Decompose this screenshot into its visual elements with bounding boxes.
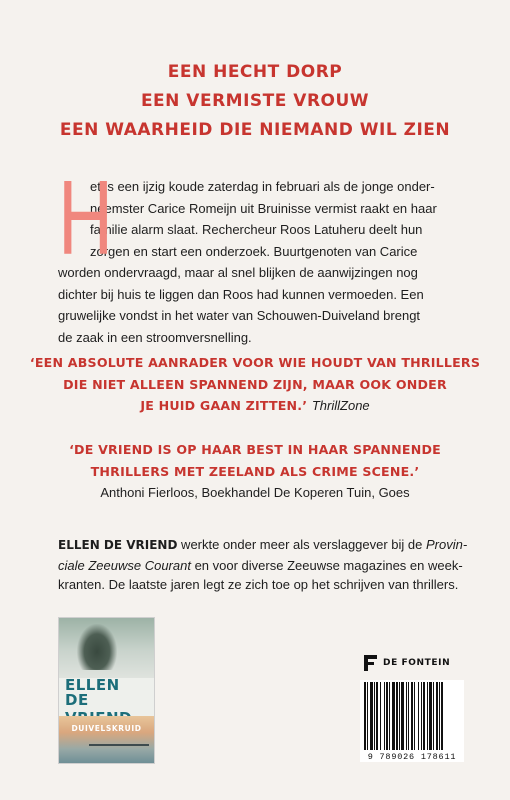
intro-line: et is een ijzig koude zaterdag in februari als de jonge onder- bbox=[90, 179, 435, 194]
barcode-bar bbox=[374, 682, 375, 750]
barcode-bar bbox=[386, 682, 388, 750]
cover-title: DUIVELSKRUID bbox=[71, 724, 142, 733]
fontein-icon bbox=[364, 655, 377, 671]
barcode-bar bbox=[414, 682, 415, 750]
intro-line: de zaak in een stroomversnelling. bbox=[58, 329, 252, 345]
quote-line: THRILLERS MET ZEELAND ALS CRIME SCENE.’ bbox=[90, 463, 420, 479]
barcode-bar bbox=[406, 682, 407, 750]
cover-author-first: ELLEN bbox=[65, 676, 120, 694]
intro-line: neemster Carice Romeijn uit Bruinisse vermist raakt en haar bbox=[90, 200, 437, 216]
review-quote-bookshop bbox=[0, 439, 510, 504]
barcode-bars bbox=[360, 680, 464, 752]
newspaper-name: Provin- bbox=[426, 537, 468, 552]
book-cover-thumbnail bbox=[58, 617, 155, 764]
quote-line: ‘EEN ABSOLUTE AANRADER VOOR WIE HOUDT VAN THRILLERS bbox=[29, 355, 481, 370]
review-quote-thrillzone bbox=[0, 352, 510, 417]
barcode-bar bbox=[401, 682, 404, 750]
isbn-number: 9 789026 178611 bbox=[360, 752, 464, 762]
quote-line-with-source bbox=[0, 395, 510, 417]
barcode-bar bbox=[429, 682, 432, 750]
bio-line: kranten. De laatste jaren legt ze zich toe op het schrijven van thrillers. bbox=[58, 577, 459, 592]
bio-text: werkte onder meer als verslaggever bij de bbox=[177, 537, 426, 552]
publisher-name: DE FONTEIN bbox=[383, 658, 451, 668]
barcode-bar bbox=[370, 682, 373, 750]
barcode bbox=[360, 680, 464, 752]
barcode-bar bbox=[380, 682, 381, 750]
barcode-bar bbox=[423, 682, 425, 750]
barcode-bar bbox=[433, 682, 434, 750]
intro-line: familie alarm slaat. Rechercheur Roos Latuheru deelt hun bbox=[90, 222, 423, 237]
barcode-bar bbox=[418, 682, 419, 750]
barcode-bar bbox=[441, 682, 443, 750]
publisher-logo bbox=[364, 655, 450, 671]
bio-text: en voor diverse Zeeuwse magazines en week- bbox=[190, 557, 463, 573]
barcode-bar bbox=[389, 682, 390, 750]
intro-line: zorgen en start een onderzoek. Buurtgenoten van Carice bbox=[90, 243, 418, 259]
cover-author-last: DE bbox=[65, 691, 89, 709]
barcode-bar bbox=[367, 682, 368, 750]
cover-pier bbox=[89, 744, 149, 746]
quote-line: ‘DE VRIEND IS OP HAAR BEST IN HAAR SPANNENDE bbox=[69, 442, 441, 457]
intro-line: worden ondervraagd, maar al snel blijken de aanwijzingen nog bbox=[58, 265, 418, 280]
intro-line: gruwelijke vondst in het water van Schouwen-Duiveland brengt bbox=[58, 308, 421, 323]
barcode-bar bbox=[421, 682, 422, 750]
quote-line: JE HUID GAAN ZITTEN.’ bbox=[140, 398, 308, 413]
tagline-line-1: EEN HECHT DORP bbox=[167, 62, 343, 82]
cover-tree bbox=[77, 624, 117, 670]
author-bio bbox=[58, 535, 478, 595]
tagline bbox=[0, 58, 510, 145]
newspaper-name: ciale Zeeuwse Courant bbox=[58, 557, 191, 573]
intro-paragraph bbox=[58, 159, 458, 348]
barcode-bar bbox=[411, 682, 413, 750]
barcode-bar bbox=[392, 682, 395, 750]
quote-line: DIE NIET ALLEEN SPANNEND ZIJN, MAAR OOK ONDER bbox=[63, 376, 447, 392]
dropcap-letter: H bbox=[58, 159, 114, 277]
bio-line bbox=[58, 556, 478, 576]
barcode-bar bbox=[427, 682, 428, 750]
barcode-bar bbox=[436, 682, 438, 750]
intro-line: dichter bij huis te liggen dan Roos had kunnen vermoeden. Een bbox=[58, 286, 424, 302]
barcode-bar bbox=[396, 682, 398, 750]
barcode-bar bbox=[408, 682, 409, 750]
author-name: ELLEN DE VRIEND bbox=[58, 538, 178, 552]
barcode-bar bbox=[399, 682, 400, 750]
quote-source: Anthoni Fierloos, Boekhandel De Koperen Tuin, Goes bbox=[100, 485, 410, 500]
tagline-line-3: EEN WAARHEID DIE NIEMAND WIL ZIEN bbox=[59, 120, 451, 140]
bio-line bbox=[58, 535, 478, 556]
barcode-bar bbox=[364, 682, 366, 750]
barcode-bar bbox=[376, 682, 378, 750]
quote-source: ThrillZone bbox=[311, 398, 370, 413]
barcode-bar bbox=[439, 682, 440, 750]
barcode-bar bbox=[384, 682, 385, 750]
tagline-line-2: EEN VERMISTE VROUW bbox=[140, 91, 370, 111]
